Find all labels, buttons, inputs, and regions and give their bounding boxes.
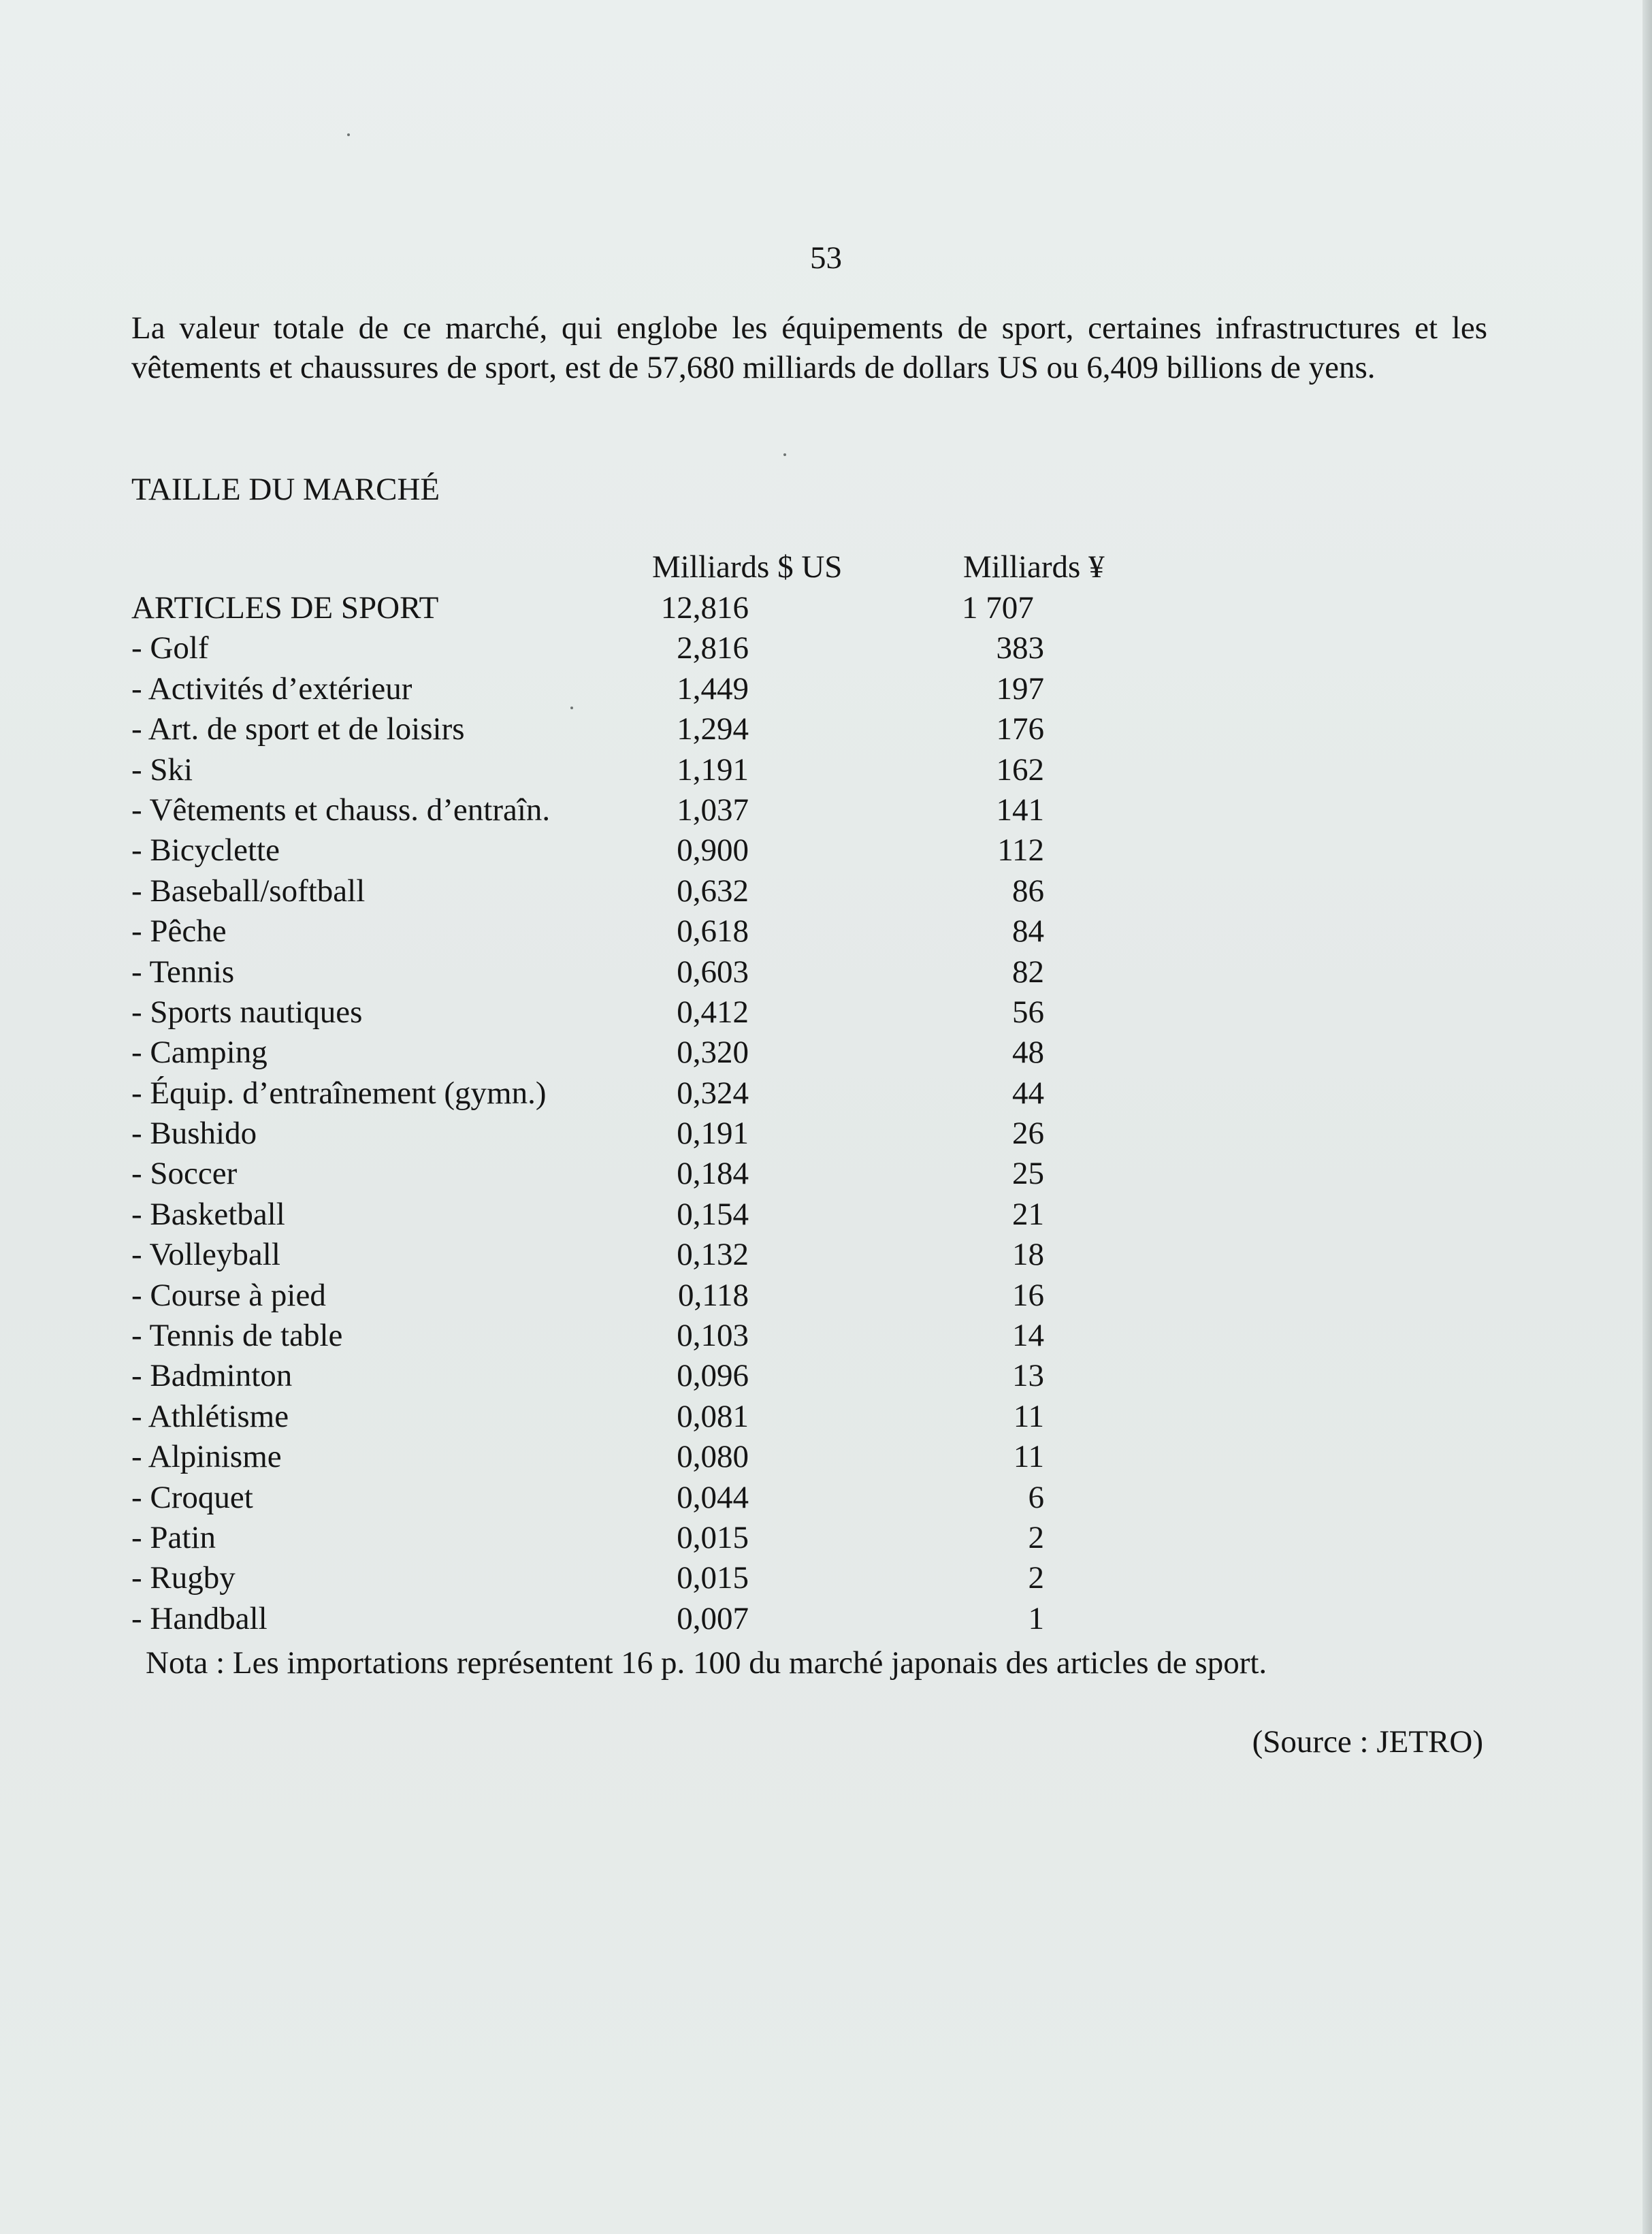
- row-yen-value: 86: [1012, 873, 1044, 909]
- row-label: - Alpinisme: [131, 1439, 282, 1475]
- row-label: - Vêtements et chauss. d’entraîn.: [131, 792, 551, 828]
- table-row: [0, 1600, 1652, 1640]
- row-yen-value: 383: [996, 630, 1044, 666]
- row-yen-value: 82: [1012, 954, 1044, 990]
- row-usd-value: 0,044: [677, 1479, 749, 1515]
- row-label: - Course à pied: [131, 1277, 326, 1313]
- row-usd-value: 0,015: [677, 1519, 749, 1555]
- row-label: - Pêche: [131, 913, 227, 950]
- row-yen-value: 16: [1012, 1277, 1044, 1313]
- speck: [347, 133, 350, 136]
- table-row: [0, 1559, 1652, 1600]
- row-label: - Tennis: [131, 954, 235, 990]
- row-yen-value: 2: [1028, 1519, 1044, 1555]
- table-row: [0, 1236, 1652, 1276]
- row-label: - Athlétisme: [131, 1398, 289, 1434]
- page-number: 53: [810, 240, 842, 276]
- table-row: [0, 1277, 1652, 1317]
- row-usd-value: 0,154: [677, 1196, 749, 1232]
- row-label: - Art. de sport et de loisirs: [131, 711, 465, 747]
- row-usd-value: 0,015: [677, 1560, 749, 1596]
- table-row: [0, 1398, 1652, 1438]
- row-usd-value: 0,103: [677, 1318, 749, 1354]
- row-yen-value: 21: [1012, 1196, 1044, 1232]
- row-label: - Sports nautiques: [131, 994, 363, 1030]
- table-column-headers: [0, 549, 1652, 589]
- source-citation: (Source : JETRO): [1252, 1724, 1483, 1760]
- row-usd-value: 0,118: [677, 1277, 749, 1313]
- row-usd-value: 1,294: [677, 711, 749, 747]
- row-yen-value: 141: [996, 792, 1044, 828]
- row-usd-value: 0,096: [677, 1358, 749, 1394]
- row-label: - Badminton: [131, 1358, 293, 1394]
- row-usd-value: 12,816: [660, 590, 749, 626]
- row-yen-value: 176: [996, 711, 1044, 747]
- table-row: [0, 1438, 1652, 1478]
- row-yen-value: 56: [1012, 994, 1044, 1030]
- row-yen-value: 48: [1012, 1035, 1044, 1071]
- column-header-usd: Milliards $ US: [652, 549, 843, 585]
- row-usd-value: 0,007: [677, 1600, 749, 1636]
- row-yen-value: 13: [1012, 1358, 1044, 1394]
- table-row-total: [0, 589, 1652, 630]
- row-yen-value: 1 707: [962, 590, 1034, 626]
- row-usd-value: 1,191: [677, 751, 749, 788]
- row-yen-value: 2: [1028, 1560, 1044, 1596]
- row-usd-value: 0,412: [677, 994, 749, 1030]
- row-yen-value: 14: [1012, 1318, 1044, 1354]
- row-yen-value: 18: [1012, 1237, 1044, 1273]
- table-row: [0, 913, 1652, 953]
- row-label: - Bicyclette: [131, 832, 280, 869]
- table-note: Nota : Les importations représentent 16 p. 100 du marché japonais des articles de sport.: [146, 1645, 1267, 1681]
- row-label: - Camping: [131, 1035, 268, 1071]
- market-size-table: [0, 589, 1652, 1640]
- table-row: [0, 1196, 1652, 1236]
- row-usd-value: 0,191: [677, 1116, 749, 1152]
- row-label: - Activités d’extérieur: [131, 670, 412, 707]
- row-yen-value: 1: [1028, 1600, 1044, 1636]
- row-yen-value: 44: [1012, 1075, 1044, 1111]
- table-row: [0, 1115, 1652, 1155]
- row-usd-value: 0,132: [677, 1237, 749, 1273]
- row-yen-value: 11: [1013, 1439, 1044, 1475]
- table-row: [0, 711, 1652, 751]
- table-row: [0, 1479, 1652, 1519]
- table-row: [0, 1519, 1652, 1559]
- intro-paragraph: La valeur totale de ce marché, qui englobe les équipements de sport, certaines infrastructures et les vêtements et chaussures de sport, est de 57,680 milliards de dollars US ou 6,409 billions de yens.: [131, 310, 1487, 385]
- speck: [783, 453, 786, 456]
- row-usd-value: 1,449: [677, 670, 749, 707]
- table-row: [0, 832, 1652, 872]
- row-yen-value: 6: [1028, 1479, 1044, 1515]
- table-row: [0, 1317, 1652, 1357]
- row-usd-value: 0,324: [677, 1075, 749, 1111]
- row-label: - Patin: [131, 1519, 216, 1555]
- table-row: [0, 751, 1652, 792]
- row-usd-value: 1,037: [677, 792, 749, 828]
- table-row: [0, 792, 1652, 832]
- row-label: - Tennis de table: [131, 1318, 343, 1354]
- row-usd-value: 0,900: [677, 832, 749, 869]
- row-label: - Croquet: [131, 1479, 253, 1515]
- row-usd-value: 0,603: [677, 954, 749, 990]
- table-row: [0, 1075, 1652, 1115]
- row-yen-value: 197: [996, 670, 1044, 707]
- row-label: ARTICLES DE SPORT: [131, 590, 439, 626]
- section-heading: TAILLE DU MARCHÉ: [131, 472, 440, 507]
- row-yen-value: 26: [1012, 1116, 1044, 1152]
- row-label: - Bushido: [131, 1116, 257, 1152]
- table-row: [0, 1357, 1652, 1397]
- table-row: [0, 954, 1652, 994]
- row-label: - Handball: [131, 1600, 268, 1636]
- row-usd-value: 0,184: [677, 1156, 749, 1192]
- row-yen-value: 162: [996, 751, 1044, 788]
- row-usd-value: 0,080: [677, 1439, 749, 1475]
- table-row: [0, 994, 1652, 1034]
- table-row: [0, 1034, 1652, 1074]
- row-label: - Rugby: [131, 1560, 236, 1596]
- column-header-yen: Milliards ¥: [963, 549, 1105, 585]
- table-row: [0, 873, 1652, 913]
- row-label: - Soccer: [131, 1156, 238, 1192]
- table-row: [0, 670, 1652, 711]
- row-yen-value: 11: [1013, 1398, 1044, 1434]
- row-label: - Golf: [131, 630, 209, 666]
- row-usd-value: 0,618: [677, 913, 749, 950]
- row-label: - Volleyball: [131, 1237, 280, 1273]
- row-label: - Équip. d’entraînement (gymn.): [131, 1075, 547, 1111]
- table-row: [0, 630, 1652, 670]
- row-usd-value: 0,320: [677, 1035, 749, 1071]
- row-label: - Basketball: [131, 1196, 285, 1232]
- row-label: - Baseball/softball: [131, 873, 366, 909]
- row-yen-value: 25: [1012, 1156, 1044, 1192]
- row-usd-value: 0,081: [677, 1398, 749, 1434]
- row-yen-value: 112: [997, 832, 1044, 869]
- row-usd-value: 2,816: [677, 630, 749, 666]
- row-yen-value: 84: [1012, 913, 1044, 950]
- row-label: - Ski: [131, 751, 193, 788]
- table-row: [0, 1155, 1652, 1195]
- row-usd-value: 0,632: [677, 873, 749, 909]
